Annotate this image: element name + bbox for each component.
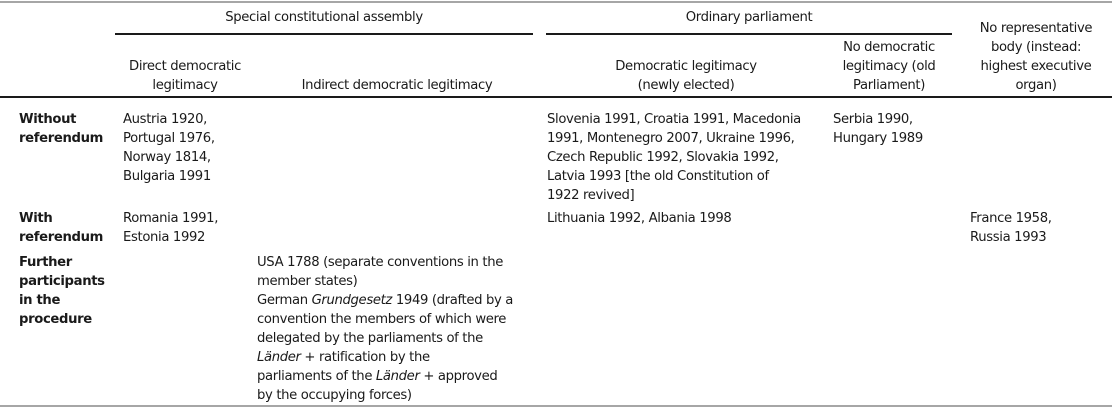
spanner-ordinary-parliament: Ordinary parliament bbox=[685, 10, 813, 25]
cell-with-direct: Romania 1991, Estonia 1992 bbox=[123, 211, 219, 245]
spanner-special-assembly: Special constitutional assembly bbox=[225, 10, 423, 25]
col-header-direct: Direct democratic legitimacy bbox=[129, 59, 241, 93]
cell-with-no-representative: France 1958, Russia 1993 bbox=[970, 211, 1052, 245]
spanner-rule-special bbox=[115, 33, 533, 35]
top-rule bbox=[0, 1, 1112, 3]
cell-without-direct: Austria 1920, Portugal 1976, Norway 1814, Bulgaria 1991 bbox=[123, 112, 215, 184]
cell-without-democratic: Slovenia 1991, Croatia 1991, Macedonia 1991, Montenegro 2007, Ukraine 1996, Czech Republic 1992, Slovakia 1992, Latvia 1993 [the old Constitution of 1922 revived] bbox=[547, 112, 801, 203]
row-label-with-referendum: With referendum bbox=[19, 211, 104, 245]
col-header-no-democratic: No democratic legitimacy (old Parliament) bbox=[842, 40, 936, 93]
cell-with-democratic: Lithuania 1992, Albania 1998 bbox=[547, 211, 732, 226]
col-header-democratic: Democratic legitimacy (newly elected) bbox=[615, 59, 757, 93]
bottom-rule bbox=[0, 405, 1112, 407]
col-header-indirect: Indirect democratic legitimacy bbox=[301, 78, 493, 93]
row-label-further-participants: Further participants in the procedure bbox=[19, 255, 105, 327]
col-header-no-representative: No representative body (instead: highest executive organ) bbox=[979, 21, 1093, 93]
row-label-without-referendum: Without referendum bbox=[19, 112, 104, 146]
cell-further-indirect: USA 1788 (separate conventions in the member states) German Grundgesetz 1949 (drafted by a convention the members of which were delegated by the parliaments of the Länder + ratification by the parliaments of the Länder + approved by the occupying forces) bbox=[257, 255, 514, 403]
cell-without-no-democratic: Serbia 1990, Hungary 1989 bbox=[833, 112, 923, 146]
spanner-rule-ordinary bbox=[546, 33, 952, 35]
header-rule bbox=[0, 96, 1112, 98]
